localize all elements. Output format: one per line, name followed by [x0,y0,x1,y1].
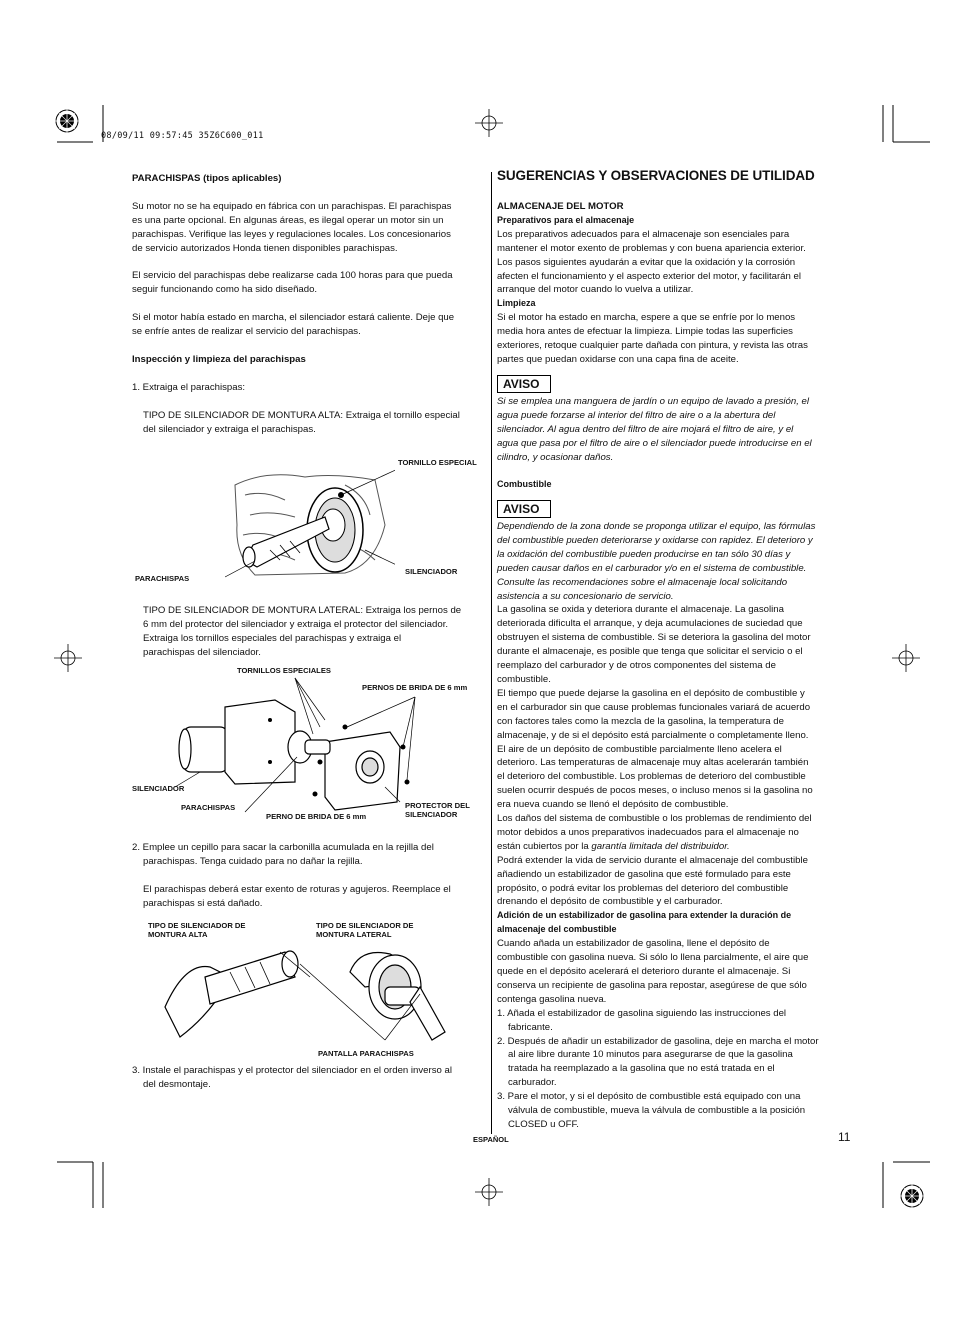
text-line: partes que puedan oxidarse con una capa fina de aceite. [497,353,739,365]
text-line: exteriores, retoque cualquier parte dañada con pintura, y revista las otras [497,340,808,352]
text-line: es una parte opcional. En algunas áreas, es ilegal operar un motor sin un [132,214,444,226]
text-line: con factores tales como la mezcla de la gasolina, la temperatura de [497,715,784,727]
page-heading: SUGERENCIAS Y OBSERVACIONES DE UTILIDAD [497,168,815,183]
subsection-title: Combustible [497,479,552,489]
text-line: motor debidos a unos preparativos inadecuados para el almacenaje no [497,826,799,838]
text-line: Podrá extender la vida de servicio durante el almacenaje del combustible [497,854,808,866]
text-line: parachispas si está dañado. [143,897,263,909]
notice-badge: AVISO [497,375,551,393]
warranty-reference: garantía limitada del distribuidor. [591,840,730,852]
label-screen: PANTALLA PARACHISPAS [318,1049,414,1058]
fuel-section [497,520,857,1132]
page-number: 11 [838,1130,851,1144]
text-line: válvula de combustible, mueva la válvula de combustible a la posición [508,1105,806,1117]
step-2 [132,841,488,869]
subsection-title: Preparativos para el almacenaje [497,214,635,225]
registration-target-icon [900,1184,924,1208]
label-line: TIPO DE SILENCIADOR DE [148,921,246,930]
label-line: SILENCIADOR [405,809,458,819]
text-line: La gasolina se oxida y deteriora durante el almacenaje. La gasolina [497,604,784,616]
text-line: agua puede forzarse al interior del filtro de aire o a la abertura del [497,409,776,421]
subsection-title: almacenaje del combustible [497,924,617,935]
text-line: Consulte las recomendaciones sobre el almacenaje local solicitando [497,576,788,588]
brush-cleaning-illustration [160,942,460,1047]
text-line [497,840,857,854]
text-line: media hora antes de efectuar la limpieza. Limpie todas las superficies [497,326,793,338]
side-mount-paragraph [143,604,488,660]
label-special-screw: TORNILLO ESPECIAL [398,458,477,467]
text-line: durante el almacenaje, es posible que tenga que solicitar el servicio o el [497,646,803,658]
text-line: CLOSED u OFF. [508,1118,579,1130]
print-stamp: 08/09/11 09:57:45 35Z6C600_011 [101,131,264,141]
text-line: El aire de un depósito de combustible parcialmente lleno acelera el [497,743,782,755]
text-line: en el carburador sin que cause problemas funcionales variará de acuerdo [497,701,811,713]
section-title: PARACHISPAS (tipos aplicables) [132,173,282,184]
text-line: drenando el depósito de combustible y el carburador. [497,896,723,908]
text-line: Los pasos siguientes ayudarán a evitar que la oxidación y la corrosión [497,256,796,268]
text-line: 1. Añada el estabilizador de gasolina siguiendo las instrucciones del [497,1007,787,1019]
text-line: Si se emplea una manguera de jardín o un equipo de lavado a presión, el [497,396,810,407]
text-line: combustible. [497,673,551,685]
text-line: fabricante. [508,1021,553,1033]
label-spark-arrester: PARACHISPAS [181,803,236,812]
service-paragraph [132,269,484,297]
text-line: parachispas. Tenga cuidado para no dañar la rejilla. [143,855,363,867]
text-line: conserva un recipiente de gasolina para repostar, asegúrese de que sólo [497,979,807,991]
text-line: 2. Emplee un cepillo para sacar la carbonilla acumulada en la rejilla del [132,842,434,853]
text-line: Dependiendo de la zona donde se proponga utilizar el equipo, las fórmulas [497,521,816,532]
text-line: silenciador. Al agua dentro del filtro de aire mojará el filtro de aire, y el [497,423,794,435]
label-high-mount-type [148,922,245,939]
text-line: contenga gasolina nueva. [497,993,607,1005]
text-line: mantener el motor exento de problemas y con buena apariencia exterior. [497,242,806,254]
label-line: MONTURA LATERAL [316,929,392,939]
high-mount-paragraph [143,409,488,437]
text-line: TIPO DE SILENCIADOR DE MONTURA LATERAL: Extraiga los pernos de [143,605,462,616]
text-line: al aire libre durante 10 minutos para asegurarse de que la gasolina [508,1049,793,1061]
label-special-screws: TORNILLOS ESPECIALES [237,666,331,675]
text-line: carburador. [508,1077,557,1089]
side-mount-muffler-illustration [175,672,420,822]
left-column [132,172,484,186]
text-line: tratada ha reemplazado a la gasolina que no está tratada en el [508,1063,775,1075]
text-line: del silenciador y extraiga el parachispas. [143,423,316,435]
text-line: arranque del motor cuando lo vuelva a utilizar. [497,284,694,296]
text-line: 3. Instale el parachispas y el protector del silenciador en el orden inverso al [132,1065,452,1076]
text-line: asistencia a su concesionario de servicio. [497,590,674,602]
label-flange-bolt: PERNO DE BRIDA DE 6 mm [266,812,367,821]
text-line: almacenaje, y de si el depósito está parcialmente o completamente lleno. [497,729,809,741]
section-title: ALMACENAJE DEL MOTOR [497,201,624,212]
text-line: Cuando añada un estabilizador de gasolina, llene el depósito de [497,938,770,950]
label-side-mount-type [316,922,413,939]
text-line: pueden causar daños en el carburador y/o en el sistema de combustible. [497,562,807,574]
label-flange-bolts: PERNOS DE BRIDA DE 6 mm [362,683,468,692]
step-3 [132,1064,488,1092]
text-line: quede en el depósito acelerará el deterioro durante el almacenaje. Si [497,966,791,977]
notice-badge: AVISO [497,500,551,518]
footer-language: ESPAÑOL [473,1135,509,1144]
text-line: TIPO DE SILENCIADOR DE MONTURA ALTA: Extraiga el tornillo especial [143,410,460,421]
text-line: Si el motor había estado en marcha, el silenciador estará caliente. Deje que [132,312,455,323]
label-muffler: SILENCIADOR [405,567,458,576]
text-line: agua que pasa por el filtro de aire o el silenciador puede introducirse en el [497,437,812,449]
storage-section [497,200,857,367]
text-line: Los preparativos adecuados para el almacenaje son esenciales para [497,228,790,240]
text-line: suelen ocurrir después de pocos meses, o incluso menos si la gasolina no [497,785,813,797]
text-line: afecten el funcionamiento y el aspecto exterior del motor, y facilitarán el [497,270,801,282]
label-spark-arrester: PARACHISPAS [135,574,190,583]
column-divider [491,172,492,1134]
step-1: 1. Extraiga el parachispas: [132,382,246,393]
label-muffler-protector [405,802,470,819]
text-line: Su motor no se ha equipado en fábrica con un parachispas. El parachispas [132,201,452,212]
subsection-title: Inspección y limpieza del parachispas [132,354,306,365]
text-line: del combustible pueden deteriorarse y oxidarse con rapidez. El deterioro y [497,534,813,546]
registration-target-icon [55,109,79,133]
text-line: deteriorada dificulta el arranque, y deja acumulaciones de suciedad que [497,618,803,630]
text-line: la oxidación del combustible pueden producirse en tan sólo 30 días y [497,548,791,560]
label-line: MONTURA ALTA [148,929,208,939]
intro-paragraph [132,200,484,256]
text-line: parachispas. Verifique las leyes y regulaciones locales. Los concesionarios [132,228,451,240]
label-muffler: SILENCIADOR [132,784,185,793]
text-line: del desmontaje. [143,1078,211,1090]
text-line: reemplazo del carburador y de otros componentes del sistema de [497,660,776,672]
damage-paragraph [143,883,488,911]
text-line: era nueva cuando se llenó el depósito de combustible. [497,799,729,811]
text-line: seguir funcionando como ha sido diseñado. [132,283,318,295]
subsection-title: Limpieza [497,298,536,309]
label-line: TIPO DE SILENCIADOR DE [316,921,414,930]
text-line: el deterioro del combustible. Los problemas de deterioro del combustible [497,771,806,783]
text-line: añadiendo un estabilizador de gasolina que esté formulado para este [497,868,791,880]
text-line: Extraiga los tornillos especiales del parachispas y extraiga el [143,632,402,644]
text-line: combustible con gasolina nueva. Si sólo lo llena parcialmente, el aire que [497,952,809,964]
hot-warning-paragraph [132,311,484,339]
text-line: 6 mm del protector del silenciador y extraiga el protector del silenciador. [143,618,449,630]
high-mount-muffler-illustration [225,465,395,580]
text-line: de servicio autorizados Honda tienen disponibles parachispas. [132,242,398,254]
text-span: están cubiertos por la [497,840,592,852]
text-line: deterioro. Las temperaturas de almacenaje muy altas acelerarán también [497,757,809,769]
text-line: 3. Pare el motor, y si el depósito de combustible está equipado con una [497,1091,801,1103]
text-line: propósito, o podrá evitar los problemas del deterioro del combustible [497,882,789,894]
subsection-title: Adición de un estabilizador de gasolina para extender la duración de [497,910,792,921]
text-line: 2. Después de añadir un estabilizador de gasolina, deje en marcha el motor [497,1035,819,1047]
text-line: Si el motor ha estado en marcha, espere a que se enfríe por lo menos [497,312,796,324]
label-line: PROTECTOR DEL [405,801,470,810]
text-line: Los daños del sistema de combustible o los problemas de rendimiento del [497,813,812,825]
text-line: parachispas del silenciador. [143,646,261,658]
text-line: se enfríe antes de realizar el servicio del parachispas. [132,325,361,337]
text-line: obstruyen el sistema de combustible. Si se deteriora la gasolina del motor [497,632,811,644]
text-line: El tiempo que puede dejarse la gasolina en el depósito de combustible y [497,687,805,699]
text-line: cilindro, y ocasionar daños. [497,451,614,463]
notice-text-1 [497,395,857,465]
text-line: El servicio del parachispas debe realizarse cada 100 horas para que pueda [132,270,453,281]
text-line: El parachispas deberá estar exento de roturas y agujeros. Reemplace el [143,884,451,895]
